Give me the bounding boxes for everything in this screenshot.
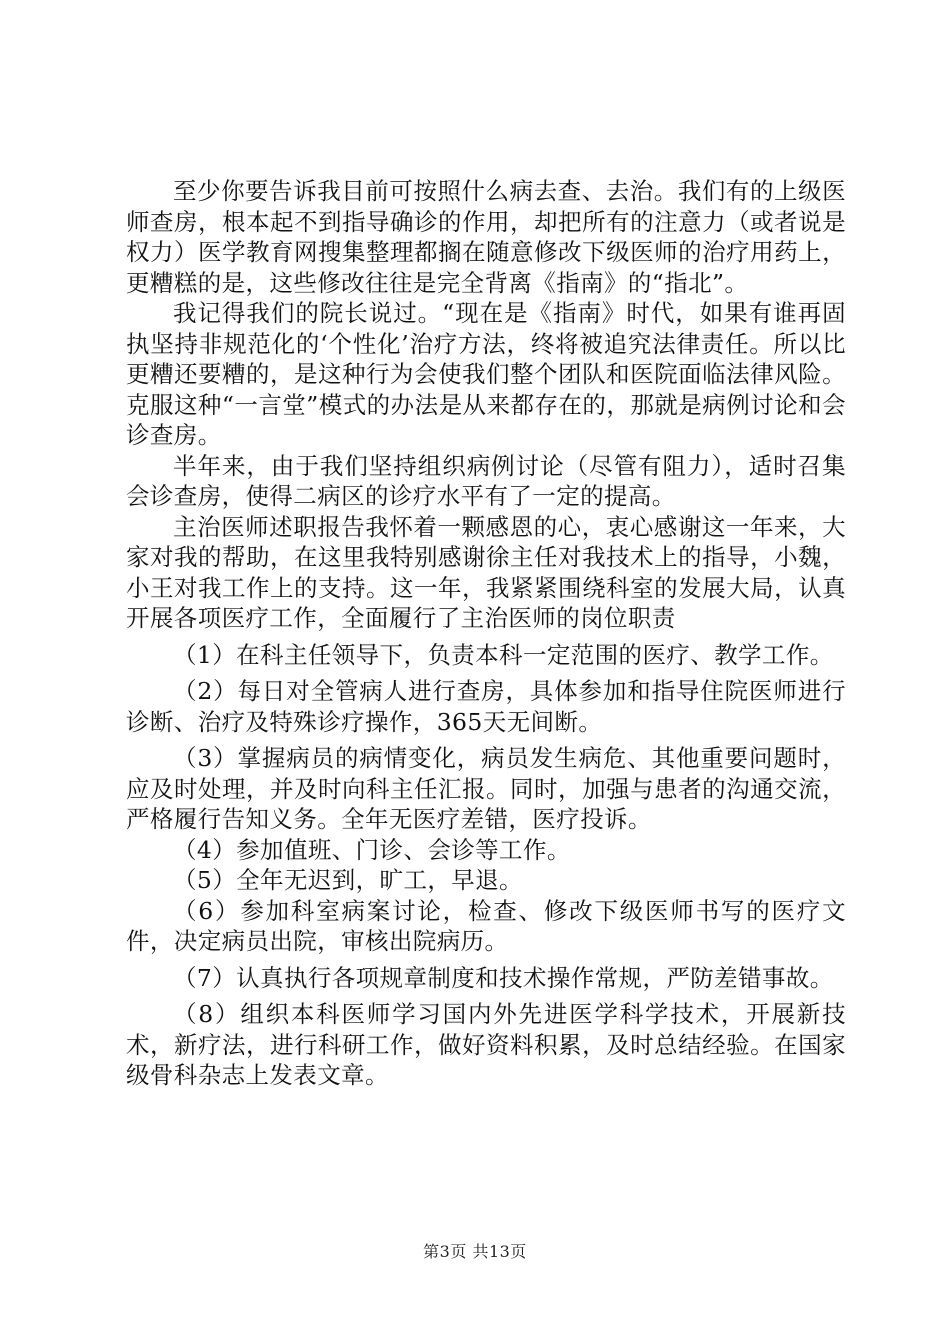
list-item-duty-4: （4）参加值班、门诊、会诊等工作。 xyxy=(173,835,571,864)
list-item-duty-7: （7）认真执行各项规章制度和技术操作常规，严防差错事故。 xyxy=(173,963,834,992)
paragraph-intro-diagnosis: 至少你要告诉我目前可按照什么病去查、去治。我们有的上级医师查房，根本起不到指导确诊的作用，却把所有的注意力（或者说是权力）医学教育网搜集整理都搁在随意修改下级医师的治疗用药上，更糟糕的是，这些修改往往是完全背离《指南》的“指北”。 xyxy=(126,177,846,297)
document-body xyxy=(126,176,846,1091)
paragraph-report-intro: 主治医师述职报告我怀着一颗感恩的心，衷心感谢这一年来，大家对我的帮助，在这里我特别感谢徐主任对我技术上的指导，小魏，小王对我工作上的支持。这一年，我紧紧围绕科室的发展大局，认真开展各项医疗工作，全面履行了主治医师的岗位职责 xyxy=(126,512,846,632)
list-item-duty-1: （1）在科主任领导下，负责本科一定范围的医疗、教学工作。 xyxy=(173,640,834,669)
list-item-duty-6: （6）参加科室病案讨论，检查、修改下级医师书写的医疗文件，决定病员出院，审核出院病历。 xyxy=(126,896,846,955)
paragraph-half-year: 半年来，由于我们坚持组织病例讨论（尽管有阻力），适时召集会诊查房，使得二病区的诊疗水平有了一定的提高。 xyxy=(126,451,846,510)
list-item-duty-2: （2）每日对全管病人进行查房，具体参加和指导住院医师进行诊断、治疗及特殊诊疗操作，365天无间断。 xyxy=(126,677,846,736)
list-item-duty-8: （8）组织本科医师学习国内外先进医学科学技术，开展新技术，新疗法，进行科研工作，做好资料积累，及时总结经验。在国家级骨科杂志上发表文章。 xyxy=(126,1000,846,1089)
paragraph-director-quote: 我记得我们的院长说过。“现在是《指南》时代，如果有谁再固执坚持非规范化的‘个性化’治疗方法，终将被追究法律责任。所以比更糟还要糟的，是这种行为会使我们整个团队和医院面临法律风险。克服这种“一言堂”模式的办法是从来都存在的，那就是病例讨论和会诊查房。 xyxy=(126,299,846,449)
list-item-duty-5: （5）全年无迟到，旷工，早退。 xyxy=(173,866,523,894)
list-item-duty-3: （3）掌握病员的病情变化，病员发生病危、其他重要问题时，应及时处理，并及时向科主任汇报。同时，加强与患者的沟通交流，严格履行告知义务。全年无医疗差错，医疗投诉。 xyxy=(126,744,846,833)
page-number-footer: 第3页 共13页 xyxy=(423,1242,527,1261)
